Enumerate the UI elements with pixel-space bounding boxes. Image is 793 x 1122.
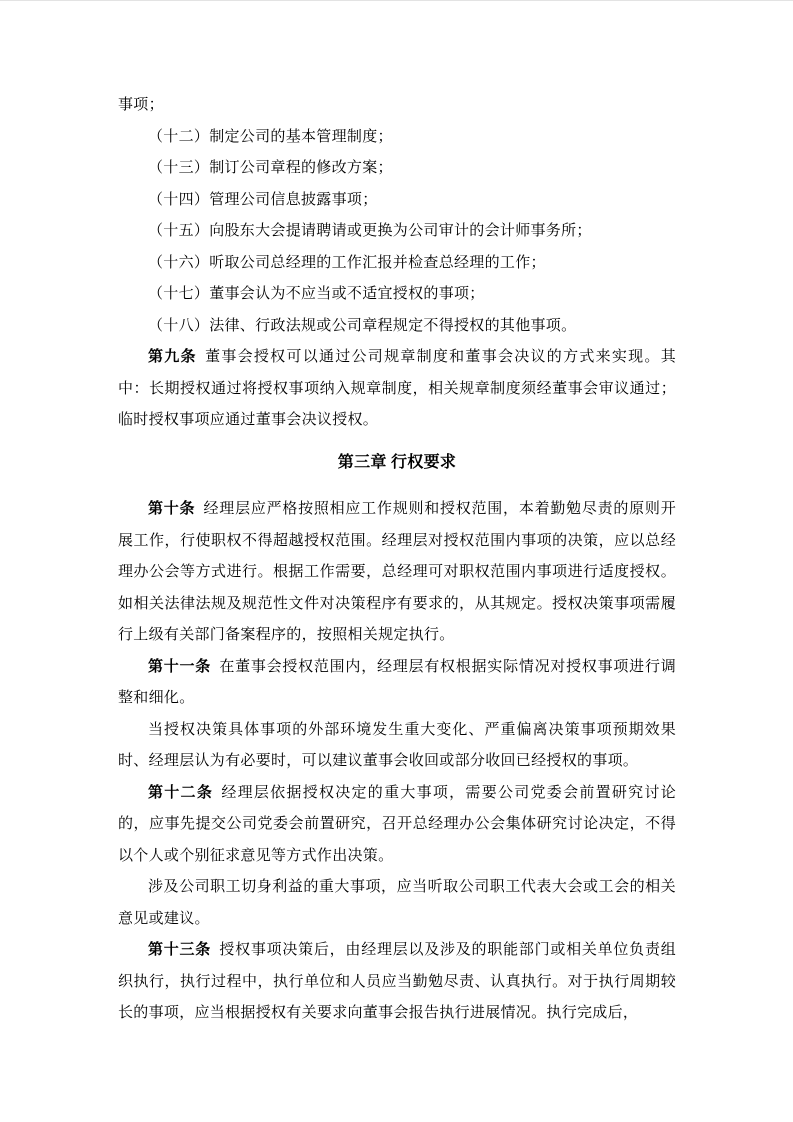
article-12-text: 经理层依据授权决定的重大事项，需要公司党委会前置研究讨论的，应事先提交公司党委会前置研究，召开总经理办公会集体研究讨论决定，不得以个人或个别征求意见等方式作出决策。 [118,784,676,864]
article-13-text: 授权事项决策后，由经理层以及涉及的职能部门或相关单位负责组织执行，执行过程中，执行单位和人员应当勤勉尽责、认真执行。对于执行周期较长的事项，应当根据授权有关要求向董事会报告执行进展情况。执行完成后， [118,942,677,1021]
chapter-heading: 第三章 行权要求 [337,453,457,471]
article-12-paragraph [118,778,676,873]
list-item-18: （十八）法律、行政法规或公司章程规定不得授权的其他事项。 [148,317,577,334]
article-10-paragraph [118,494,676,652]
article-9-paragraph [118,342,676,437]
article-9-text: 董事会授权可以通过公司规章制度和董事会决议的方式来实现。其中：长期授权通过将授权事项纳入规章制度，相关规章制度须经董事会审议通过；临时授权事项应通过董事会决议授权。 [118,349,677,428]
article-11-number: 第十一条 [148,658,212,675]
article-10-number: 第十条 [148,501,196,517]
article-12-number: 第十二条 [148,784,214,801]
article-13-number: 第十三条 [148,942,212,958]
article-11-second-paragraph: 当授权决策具体事项的外部环境发生重大变化、严重偏离决策事项预期效果时、经理层认为有必要时，可以建议董事会收回或部分收回已经授权的事项。 [118,721,676,769]
list-item-12: （十二）制定公司的基本管理制度； [148,128,393,145]
article-11-text: 在董事会授权范围内，经理层有权根据实际情况对授权事项进行调整和细化。 [118,658,677,706]
article-10-text: 经理层应严格按照相应工作规则和授权范围，本着勤勉尽责的原则开展工作，行使职权不得超越授权范围。经理层对授权范围内事项的决策，应以总经理办公会等方式进行。根据工作需要，总经理可对职权范围内事项进行适度授权。如相关法律法规及规范性文件对决策程序有要求的，从其规定。授权决策事项需履行上级有关部门备案程序的，按照相关规定执行。 [118,501,676,643]
list-item-17: （十七）董事会认为不应当或不适宜授权的事项； [148,286,485,302]
document-body [118,90,676,1030]
continuation-line: 事项； [118,97,164,113]
article-12-second-paragraph: 涉及公司职工切身利益的重大事项，应当听取公司职工代表大会或工会的相关意见或建议。 [118,879,676,927]
article-9-number: 第九条 [148,349,197,365]
list-item-13: （十三）制订公司章程的修改方案； [148,160,393,176]
article-11-paragraph [118,652,676,715]
list-item-15: （十五）向股东大会提请聘请或更换为公司审计的会计师事务所； [148,223,592,239]
list-item-14: （十四）管理公司信息披露事项； [148,191,378,208]
list-item-16: （十六）听取公司总经理的工作汇报并检查总经理的工作； [148,254,546,271]
article-13-paragraph [118,935,676,1030]
